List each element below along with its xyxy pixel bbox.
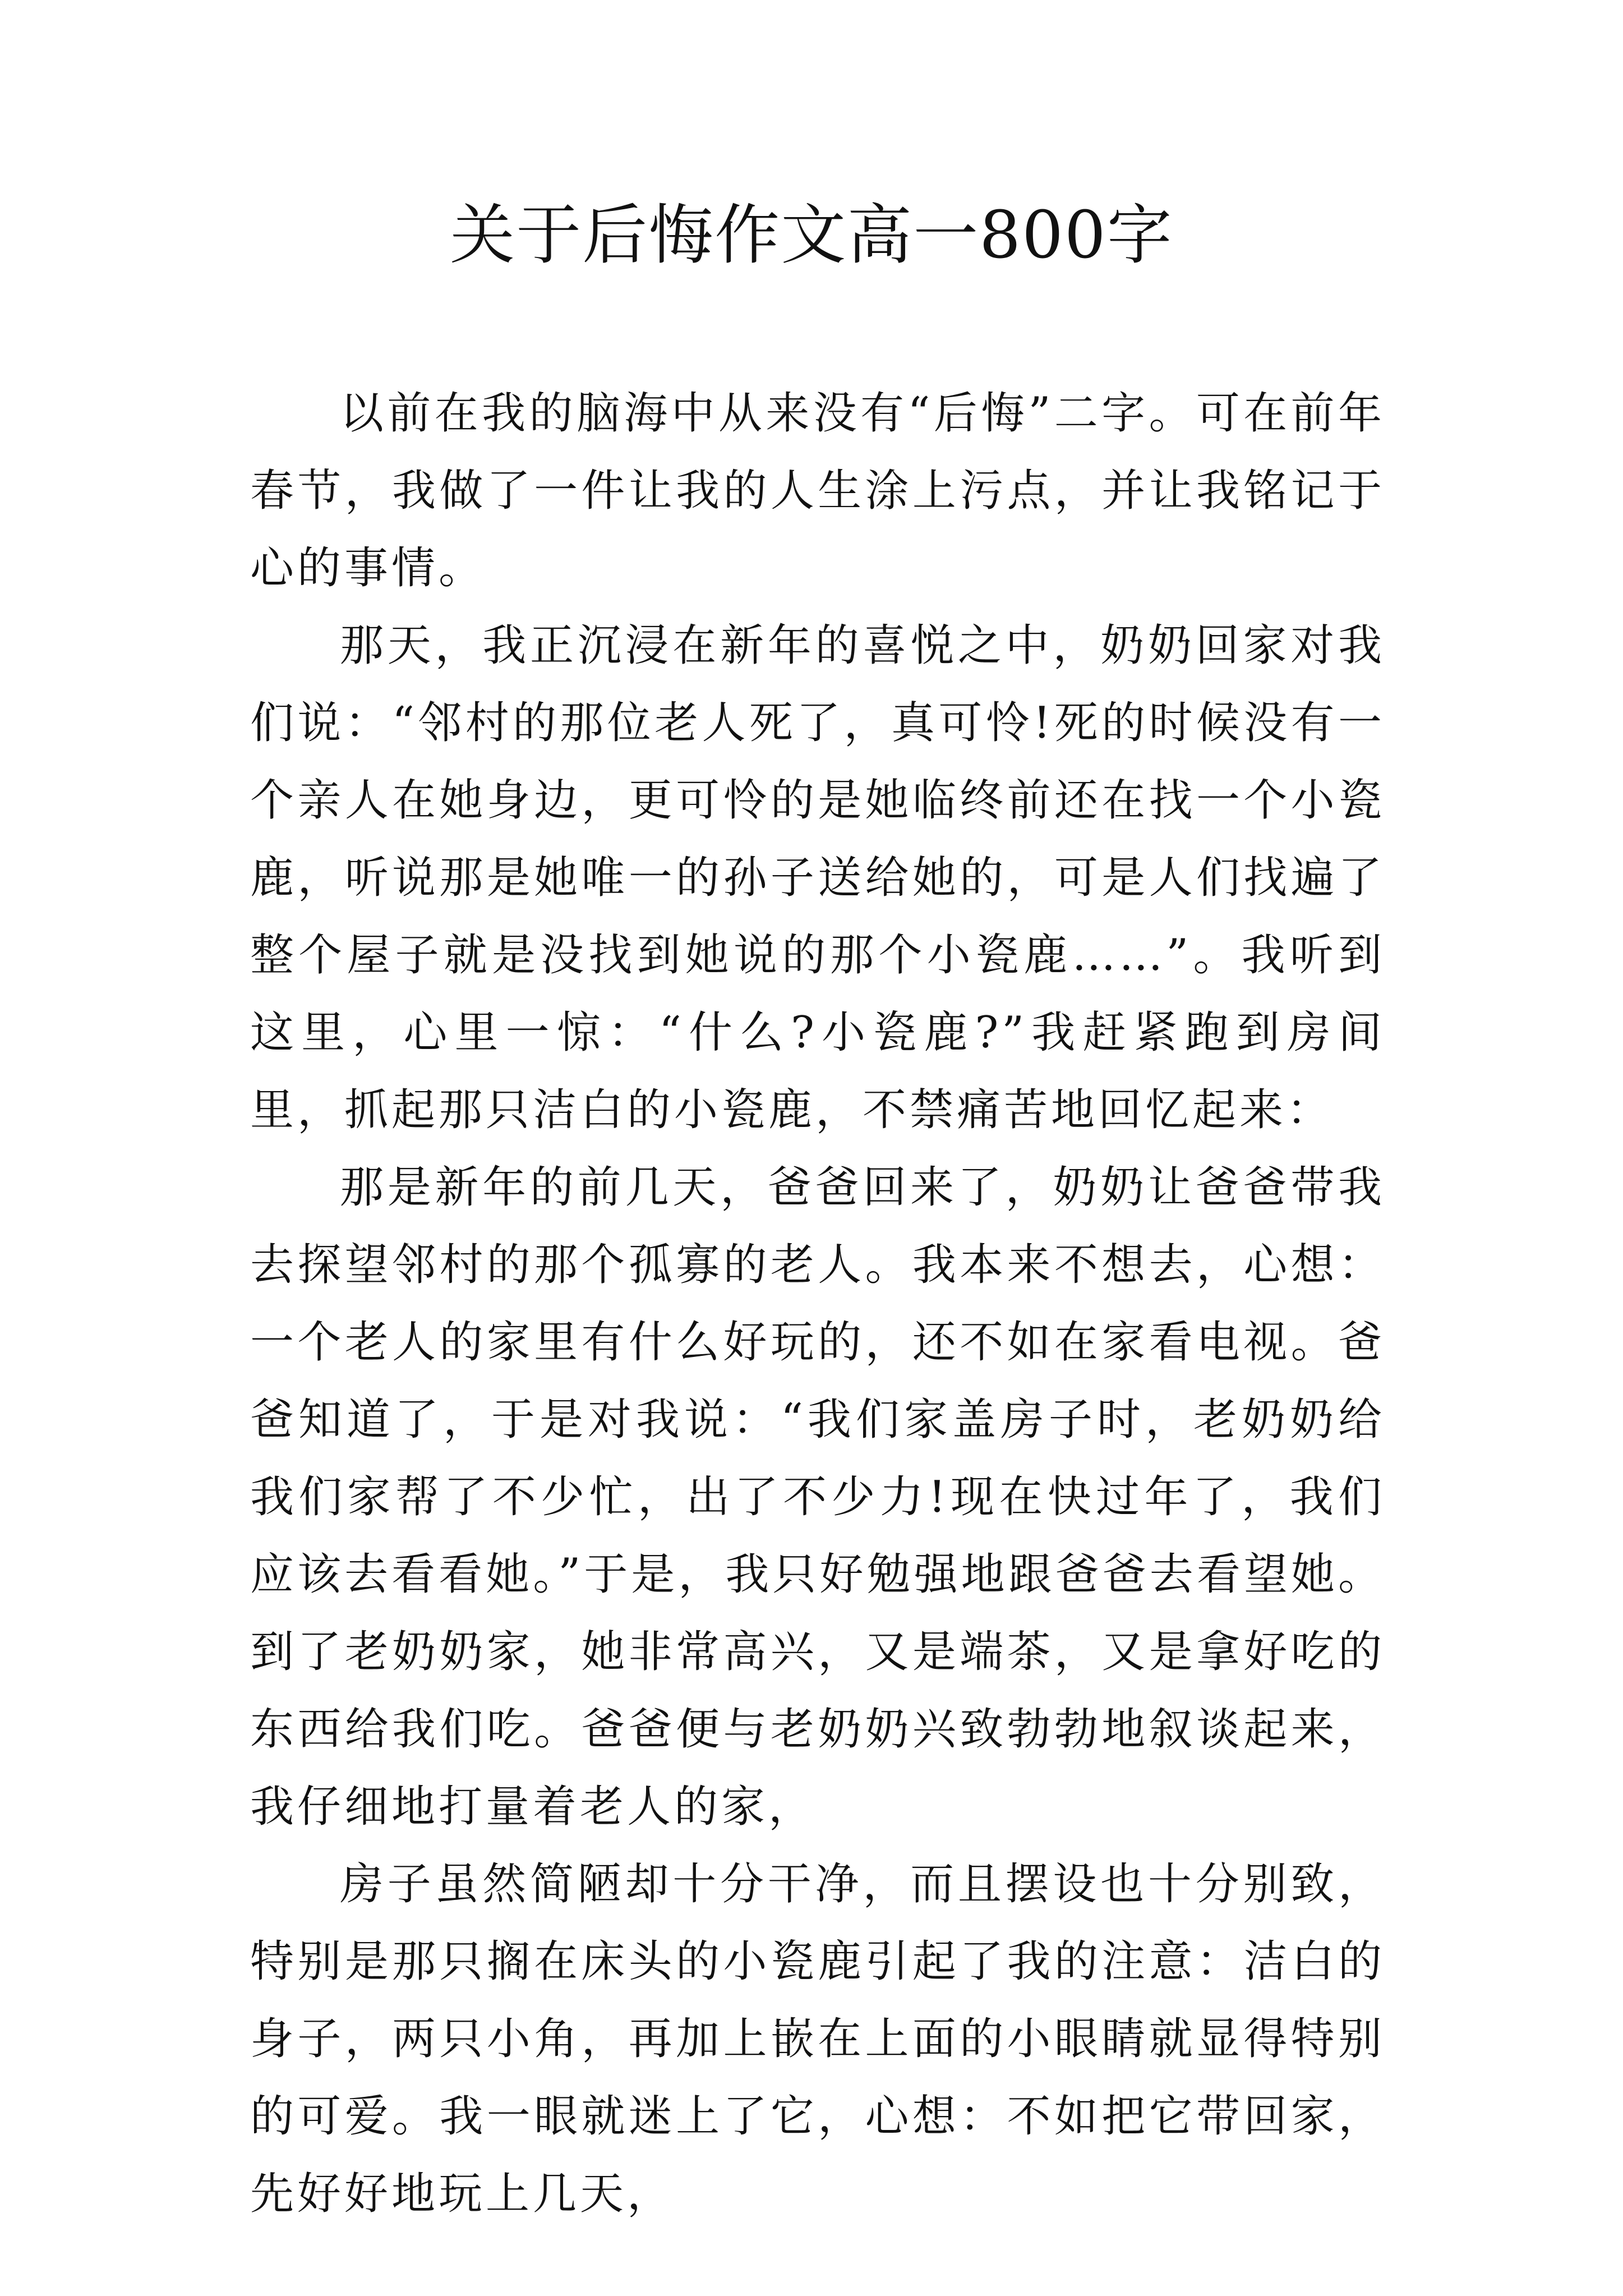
document-body [250, 375, 1385, 2233]
paragraph: 那是新年的前几天，爸爸回来了，奶奶让爸爸带我去探望邻村的那个孤寡的老人。我本来不想去，心想：一个老人的家里有什么好玩的，还不如在家看电视。爸爸知道了，于是对我说：“我们家盖房子时，老奶奶给我们家帮了不少忙，出了不少力!现在快过年了，我们应该去看看她。”于是，我只好勉强地跟爸爸去看望她。到了老奶奶家，她非常高兴，又是端茶，又是拿好吃的东西给我们吃。爸爸便与老奶奶兴致勃勃地叙谈起来，我仔细地打量着老人的家， [250, 1162, 1385, 1832]
document-title: 关于后悔作文高一800字 [450, 197, 1173, 273]
paragraph: 房子虽然简陋却十分干净，而且摆设也十分别致，特别是那只搁在床头的小瓷鹿引起了我的注意：洁白的身子，两只小角，再加上嵌在上面的小眼睛就显得特别的可爱。我一眼就迷上了它，心想：不如把它带回家，先好好地玩上几天， [250, 1859, 1385, 2219]
paragraph: 那天，我正沉浸在新年的喜悦之中，奶奶回家对我们说：“邻村的那位老人死了，真可怜!死的时候没有一个亲人在她身边，更可怜的是她临终前还在找一个小瓷鹿，听说那是她唯一的孙子送给她的，可是人们找遍了整个屋子就是没找到她说的那个小瓷鹿……”。我听到这里，心里一惊：“什么?小瓷鹿?”我赶紧跑到房间里，抓起那只洁白的小瓷鹿，不禁痛苦地回忆起来： [250, 620, 1385, 1135]
paragraph: 以前在我的脑海中从来没有“后悔”二字。可在前年春节，我做了一件让我的人生涂上污点，并让我铭记于心的事情。 [250, 388, 1385, 593]
